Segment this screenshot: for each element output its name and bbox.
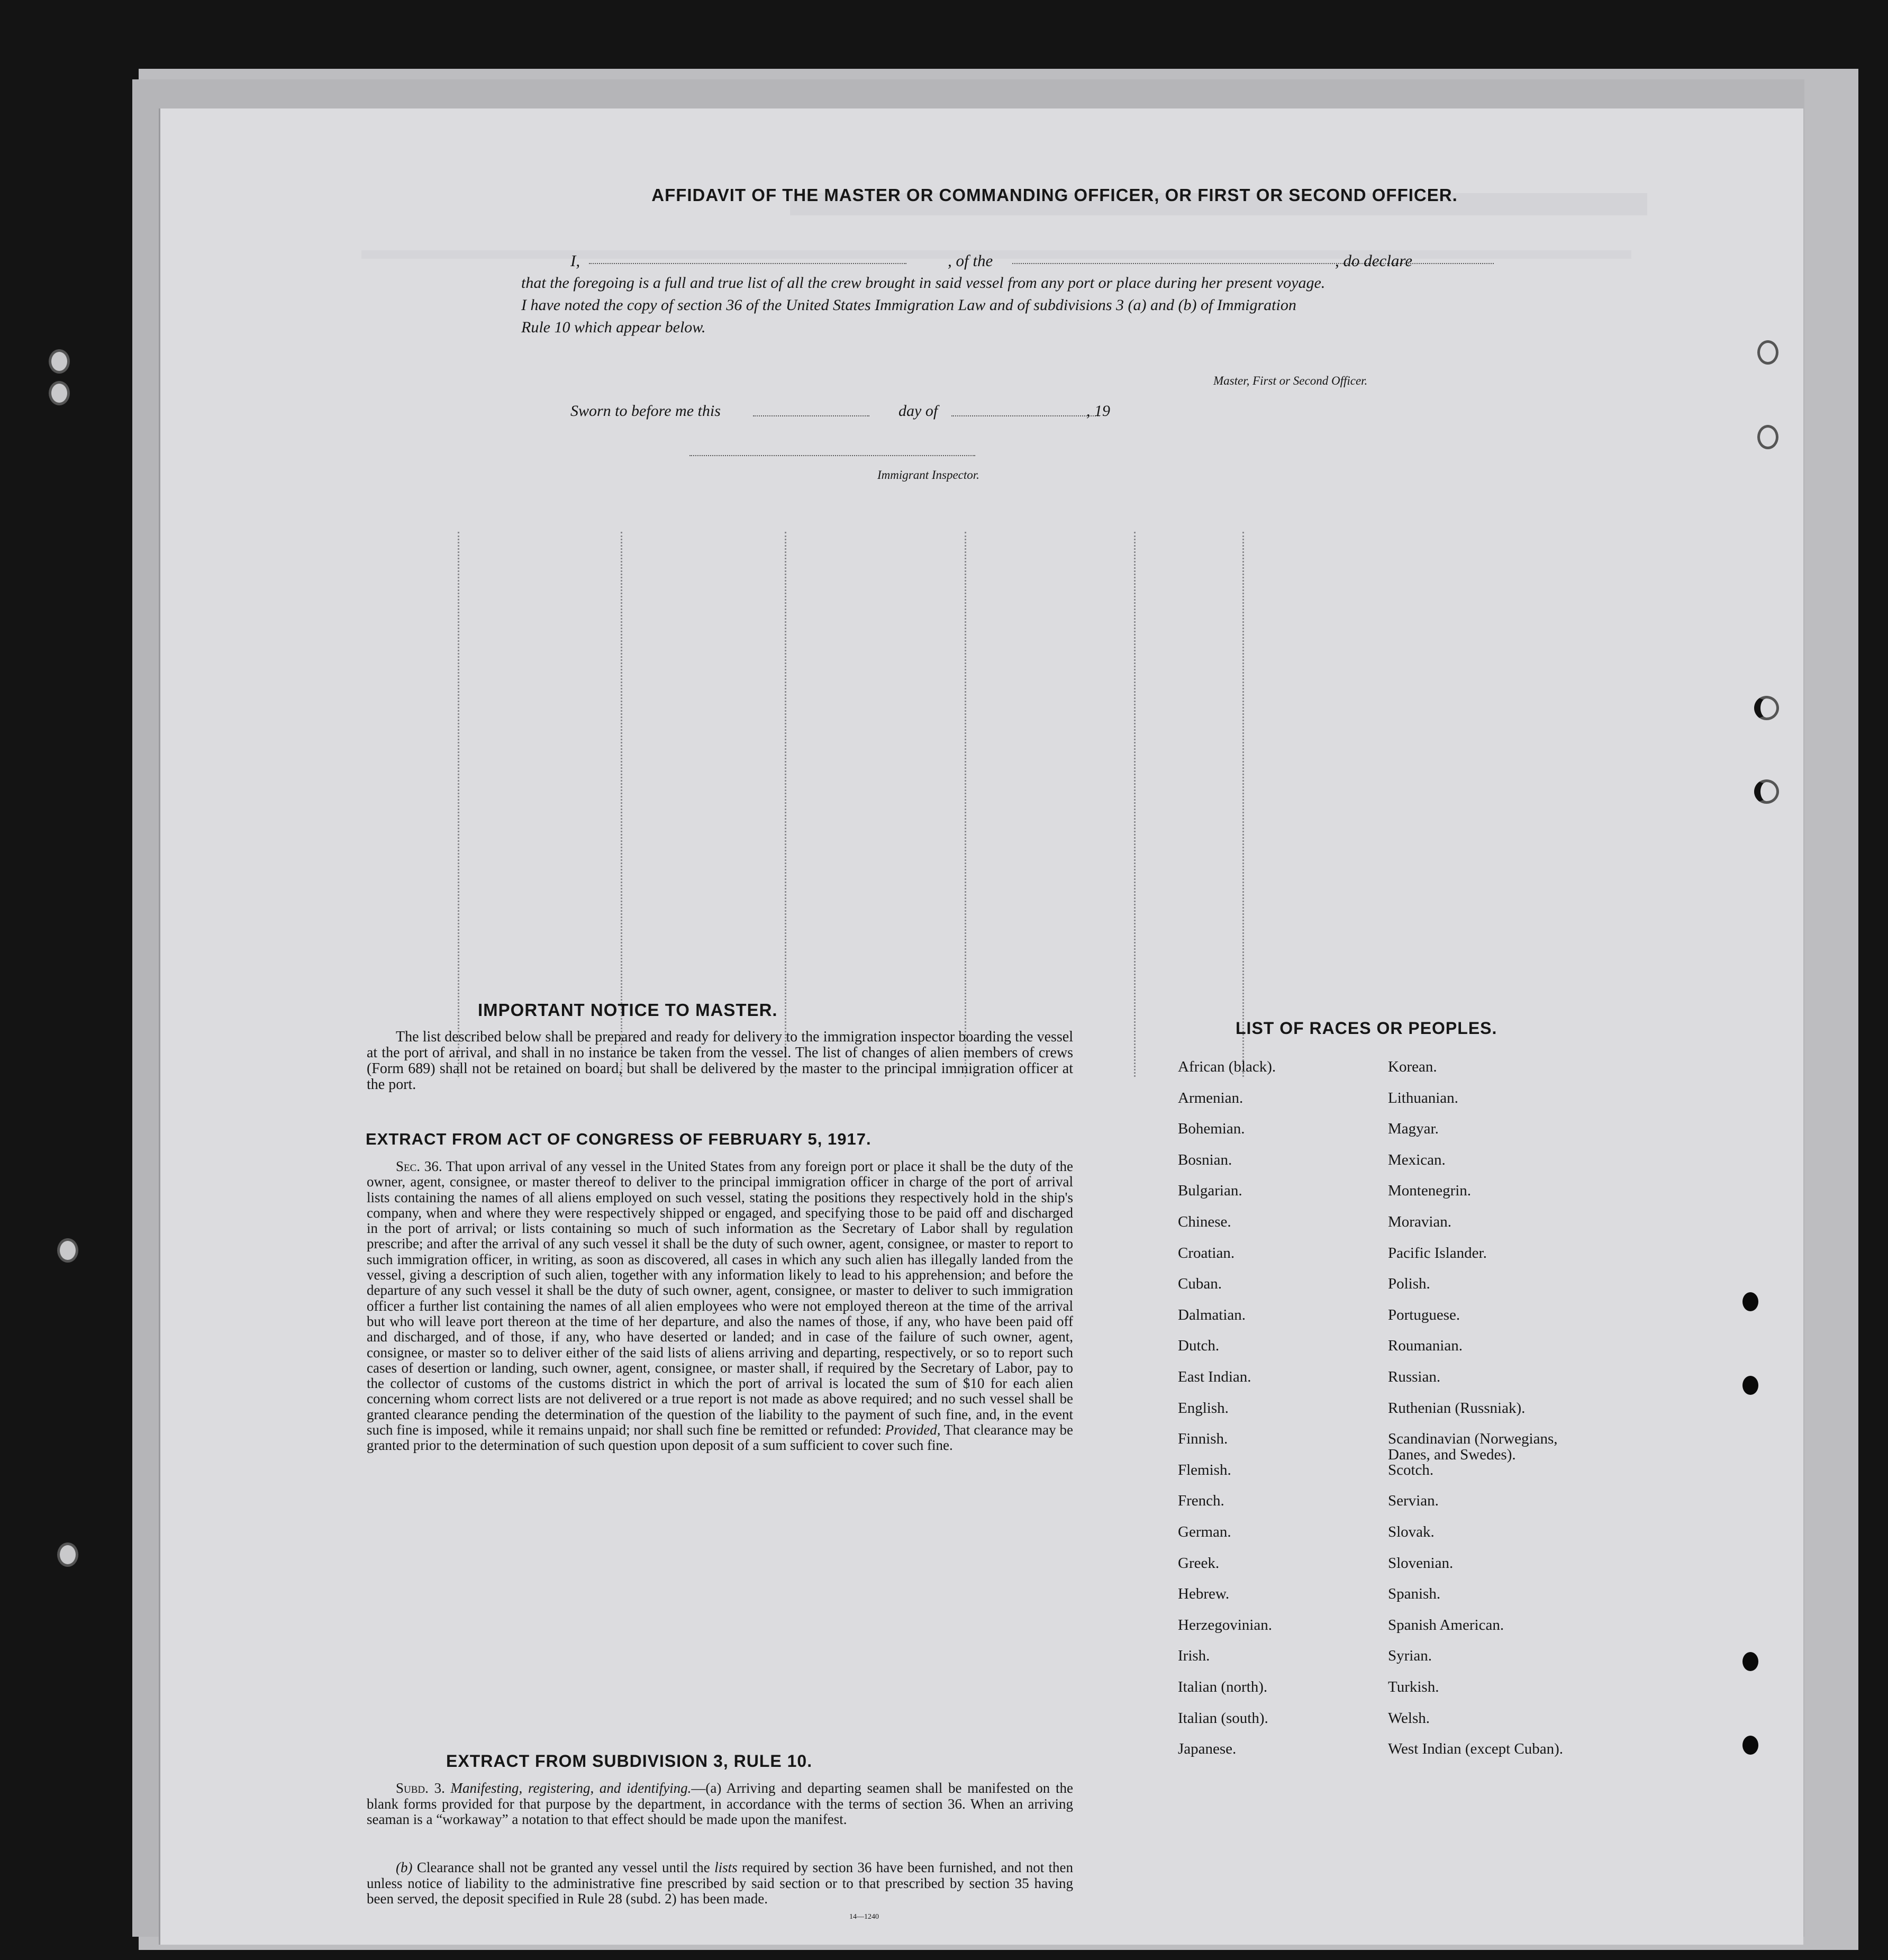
form-number: 14—1240: [849, 1913, 879, 1921]
race-item: Mexican.: [1388, 1151, 1446, 1168]
binder-hole-open: [1757, 425, 1778, 449]
race-item: Greek.: [1178, 1554, 1220, 1572]
act-title: EXTRACT FROM ACT OF CONGRESS OF FEBRUARY 5, 1917.: [366, 1130, 872, 1148]
notice-title: IMPORTANT NOTICE TO MASTER.: [478, 1000, 778, 1020]
faint-column-rule: [1242, 532, 1244, 1077]
races-title: LIST OF RACES OR PEOPLES.: [1236, 1019, 1497, 1038]
faint-column-rule: [621, 532, 622, 1077]
race-item: Chinese.: [1178, 1213, 1231, 1230]
inspector-label: Immigrant Inspector.: [877, 468, 979, 482]
rule-para-b-text1: Clearance shall not be granted any vessel until the: [416, 1859, 710, 1875]
race-item: Turkish.: [1388, 1678, 1439, 1695]
race-item: Lithuanian.: [1388, 1089, 1458, 1106]
rule-para-b: [367, 1860, 1073, 1907]
race-item: African (black).: [1178, 1058, 1276, 1075]
race-item: Welsh.: [1388, 1709, 1430, 1727]
rule-para-b-lead: (b): [396, 1859, 413, 1875]
race-item: Moravian.: [1388, 1213, 1451, 1230]
act-body: [367, 1159, 1073, 1454]
race-item: Slovak.: [1388, 1523, 1435, 1540]
document-page: [159, 108, 1803, 1945]
sworn-text: Sworn to before me this: [570, 402, 721, 420]
affidavit-vessel-line: [1012, 263, 1494, 264]
race-item: Irish.: [1178, 1647, 1210, 1665]
rule-para-a-text: —(a) Arriving and departing seamen shall be manifested on the blank forms provided for that purpose by the department, in accordance with the terms of section 36. When an arriving seaman is a “workaway” a notation to that effect should be made upon the manifest.: [367, 1780, 1073, 1827]
affidavit-line2: that the foregoing is a full and true list of all the crew brought in said vessel from any port or place during her present voyage.: [521, 274, 1326, 292]
binder-hole-half: [1754, 779, 1779, 804]
race-item: Portuguese.: [1388, 1306, 1460, 1323]
race-item: Flemish.: [1178, 1461, 1231, 1478]
race-item: Danes, and Swedes).: [1388, 1446, 1516, 1464]
race-item: Spanish.: [1388, 1585, 1441, 1603]
race-item: Syrian.: [1388, 1647, 1432, 1665]
race-item: Bosnian.: [1178, 1151, 1232, 1168]
margin-hole: [49, 381, 70, 405]
affidavit-line1-i: I,: [570, 251, 580, 270]
affidavit-line4: Rule 10 which appear below.: [521, 319, 706, 336]
sworn-month-line: [951, 415, 1100, 416]
race-item: French.: [1178, 1492, 1224, 1510]
binder-hole-open: [1757, 340, 1778, 365]
race-item: Scotch.: [1388, 1461, 1434, 1478]
day-of-text: day of: [898, 402, 938, 420]
race-item: Japanese.: [1178, 1740, 1237, 1758]
race-item: Ruthenian (Russniak).: [1388, 1399, 1526, 1417]
race-item: Croatian.: [1178, 1244, 1235, 1262]
race-item: Korean.: [1388, 1058, 1437, 1075]
rule-para-b-text2: required by section 36 have been furnished, and not then unless notice of liability to the administrative fine prescribed by said section or to that prescribed by section 35 having been served, the deposit specified in Rule 28 (subd. 2) has been made.: [367, 1859, 1074, 1907]
act-text-end: That clearance may be granted prior to the determination of such question upon deposit of a sum sufficient to cover such fine.: [367, 1422, 1074, 1454]
race-item: Hebrew.: [1178, 1585, 1230, 1603]
notice-text: The list described below shall be prepared and ready for delivery to the immigration inspector boarding the vessel at the port of arrival, and shall in no instance be taken from the vessel. The list of changes of alien members of crews (Form 689) shall not be retained on board, but shall be delivered by the master to the principal immigration officer at the port.: [367, 1029, 1073, 1093]
race-item: Dutch.: [1178, 1337, 1220, 1355]
faint-column-rule: [785, 532, 786, 1077]
rule-heading: Manifesting, registering, and identifying.: [450, 1780, 692, 1796]
race-item: Dalmatian.: [1178, 1306, 1246, 1323]
race-item: Bulgarian.: [1178, 1182, 1242, 1200]
race-item: Servian.: [1388, 1492, 1439, 1510]
bleed-through-shadow: [361, 250, 1631, 259]
binder-hole-punched: [1742, 1652, 1758, 1671]
race-item: West Indian (except Cuban).: [1388, 1740, 1564, 1758]
race-item: Montenegrin.: [1388, 1182, 1472, 1200]
binder-hole-punched: [1742, 1376, 1758, 1395]
race-item: East Indian.: [1178, 1368, 1251, 1385]
sworn-day-line: [753, 415, 869, 416]
race-item: Italian (south).: [1178, 1709, 1268, 1727]
race-item: Russian.: [1388, 1368, 1441, 1385]
year-text: , 19: [1086, 402, 1110, 420]
affidavit-line3: I have noted the copy of section 36 of the United States Immigration Law and of subdivisions 3 (a) and (b) of Immigration: [521, 296, 1296, 314]
race-item: Armenian.: [1178, 1089, 1243, 1106]
affidavit-title: AFFIDAVIT OF THE MASTER OR COMMANDING OFFICER, OR FIRST OR SECOND OFFICER.: [651, 185, 1458, 205]
race-item: Magyar.: [1388, 1120, 1439, 1138]
rule-title: EXTRACT FROM SUBDIVISION 3, RULE 10.: [446, 1752, 813, 1771]
rule-para-b-lists: lists: [714, 1859, 738, 1875]
faint-column-rule: [1134, 532, 1136, 1077]
margin-hole: [57, 1238, 78, 1263]
affidavit-line1-declare: , do declare: [1335, 251, 1413, 270]
act-provided: Provided,: [885, 1422, 941, 1438]
inspector-signature-line: [689, 455, 975, 456]
affidavit-line1-of-the: , of the: [948, 251, 993, 270]
race-item: Slovenian.: [1388, 1554, 1454, 1572]
margin-hole: [57, 1542, 78, 1567]
race-item: Bohemian.: [1178, 1120, 1245, 1138]
race-item: German.: [1178, 1523, 1231, 1540]
race-item: Pacific Islander.: [1388, 1244, 1487, 1262]
binder-hole-punched: [1742, 1292, 1758, 1311]
act-text: That upon arrival of any vessel in the United States from any foreign port or place it shall be the duty of the owner, agent, consignee, or master thereof to deliver to the principal immigration officer in charge of the port of arrival lists containing the names of all aliens employed on such vessel, stating the positions they respectively hold in the ship's company, when and where they were respectively shipped or engaged, and specifying those to be paid off and discharged in the port of arrival; or lists containing so much of such information as the Secretary of Labor shall by regulation prescribe; and after the arrival of any such vessel it shall be the duty of such owner, agent, consignee, or master to report to such immigration officer, in writing, as soon as discovered, all cases in which any such alien has illegally landed from the vessel, giving a description of such alien, together with any information likely to lead to his apprehension; and before the departure of any such vessel it shall be the duty of such owner, agent, consignee, or master to deliver to such immigration officer a further list containing the names of all alien employees who were not employed thereon at the time of the arrival but who will leave port thereon at the time of her departure, and also the names of those, if any, who have been paid off and discharged, and of those, if any, who have deserted or landed; and in case of the failure of such owner, agent, consignee, or master so to deliver either of the said lists of aliens arriving and departing, respectively, or so to report such cases of desertion or landing, such owner, agent, consignee, or master shall, if required by the Secretary of Labor, pay to the collector of customs of the customs district in which the port of arrival is located the sum of $10 for each alien concerning whom correct lists are not delivered or a true report is not made as above required; and no such vessel shall be granted clearance pending the determination of the question of the liability to the payment of such fine, and, in the event such fine is imposed, while it remains unpaid; nor shall such fine be remitted or refunded:: [367, 1158, 1073, 1438]
faint-column-rule: [458, 532, 459, 1077]
act-section-lead: Sec. 36.: [396, 1158, 442, 1174]
race-item: Roumanian.: [1388, 1337, 1463, 1355]
binder-hole-half: [1754, 696, 1779, 720]
rule-lead: Subd. 3.: [396, 1780, 445, 1796]
faint-column-rule: [965, 532, 966, 1077]
race-item: English.: [1178, 1399, 1229, 1417]
race-item: Herzegovinian.: [1178, 1616, 1272, 1634]
race-item: Scandinavian (Norwegians,: [1388, 1430, 1558, 1448]
race-item: Spanish American.: [1388, 1616, 1504, 1634]
master-signature-label: Master, First or Second Officer.: [1213, 374, 1368, 387]
race-item: Italian (north).: [1178, 1678, 1268, 1695]
race-item: Finnish.: [1178, 1430, 1228, 1448]
race-item: Cuban.: [1178, 1275, 1222, 1293]
affidavit-name-line: [589, 263, 906, 264]
race-item: Polish.: [1388, 1275, 1430, 1293]
rule-para-a: [367, 1781, 1073, 1828]
margin-hole: [49, 349, 70, 374]
binder-hole-punched: [1742, 1736, 1758, 1755]
